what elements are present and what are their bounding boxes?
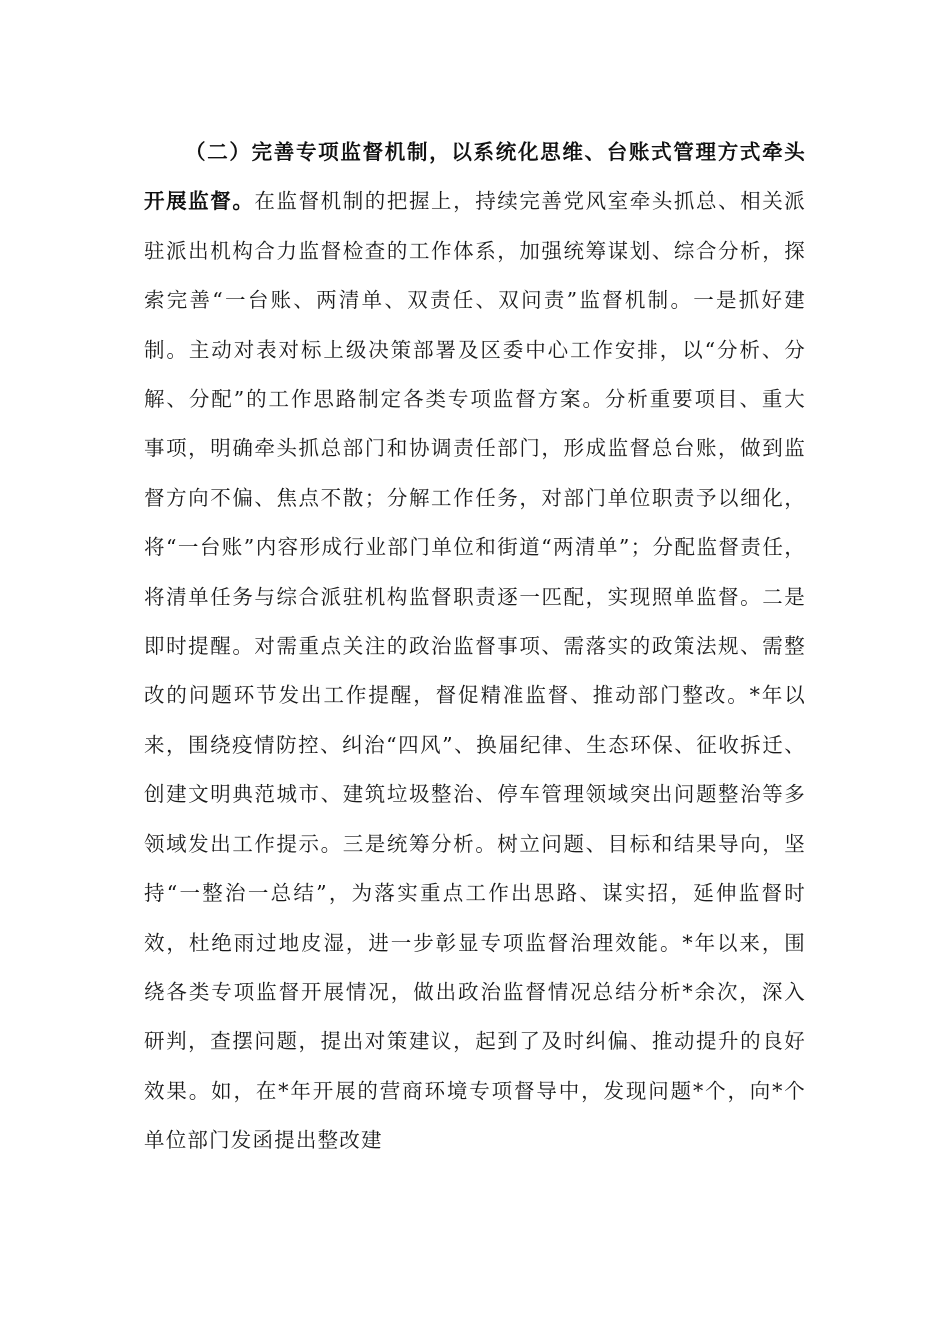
section-heading: （二）完善专项监督机制，以系统化思维、台账式管理方式牵头开展监督。 — [144, 140, 806, 214]
paragraph-text: 在监督机制的把握上，持续完善党风室牵头抓总、相关派驻派出机构合力监督检查的工作体系，加强统筹谋划、综合分析，探索完善“一台账、两清单、双责任、双问责”监督机制。一是抓好建制。主动对表对标上级决策部署及区委中心工作安排，以“分析、分解、分配”的工作思路制定各类专项监督方案。分析重要项目、重大事项，明确牵头抓总部门和协调责任部门，形成监督总台账，做到监督方向不偏、焦点不散；分解工作任务，对部门单位职责予以细化，将“一台账”内容形成行业部门单位和街道“两清单”；分配监督责任，将清单任务与综合派驻机构监督职责逐一匹配，实现照单监督。二是即时提醒。对需重点关注的政治监督事项、需落实的政策法规、需整改的问题环节发出工作提醒，督促精准监督、推动部门整改。*年以来，围绕疫情防控、纠治“四风”、换届纪律、生态环保、征收拆迁、创建文明典范城市、建筑垃圾整治、停车管理领域突出问题整治等多领域发出工作提示。三是统筹分析。树立问题、目标和结果导向，坚持“一整治一总结”，为落实重点工作出思路、谋实招，延伸监督时效，杜绝雨过地皮湿，进一步彰显专项监督治理效能。*年以来，围绕各类专项监督开展情况，做出政治监督情况总结分析*余次，深入研判，查摆问题，提出对策建议，起到了及时纠偏、推动提升的良好效果。如，在*年开展的营商环境专项督导中，发现问题*个，向*个单位部门发函提出整改建 — [144, 189, 807, 1153]
body-paragraph — [144, 128, 806, 1166]
